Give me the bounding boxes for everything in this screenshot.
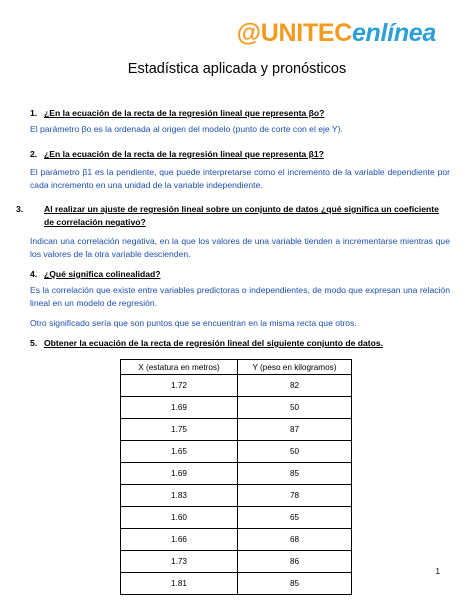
cell-x: 1.83	[121, 485, 238, 507]
table-row	[121, 419, 352, 441]
question-number: 1.	[30, 108, 38, 118]
table-row	[121, 573, 352, 595]
table-row	[121, 485, 352, 507]
logo-at: @	[236, 19, 261, 47]
question-number: 5.	[30, 338, 38, 348]
table-row	[121, 507, 352, 529]
data-table	[120, 359, 352, 595]
question-3	[16, 203, 448, 229]
cell-y: 82	[238, 375, 352, 397]
question-number: 2.	[30, 149, 38, 159]
cell-y: 85	[238, 573, 352, 595]
cell-y: 50	[238, 397, 352, 419]
logo-brand: UNITEC	[260, 19, 352, 47]
table-row	[121, 529, 352, 551]
question-1	[30, 107, 448, 120]
cell-y: 86	[238, 551, 352, 573]
question-text: ¿En la ecuación de la recta de la regresión lineal que representa β1?	[44, 149, 324, 159]
cell-y: 50	[238, 441, 352, 463]
table-row	[121, 551, 352, 573]
question-2	[30, 148, 448, 161]
question-4	[30, 268, 448, 281]
cell-y: 78	[238, 485, 352, 507]
cell-y: 68	[238, 529, 352, 551]
question-text: ¿En la ecuación de la recta de la regresión lineal que representa βo?	[44, 108, 325, 118]
table-row	[121, 375, 352, 397]
answer-3: Indican una correlación negativa, en la que los valores de una variable tienden a incrementarse mientras que los valores de la otra variable descienden.	[30, 236, 450, 260]
cell-y: 65	[238, 507, 352, 529]
question-text: ¿Qué significa colinealidad?	[44, 269, 161, 279]
answer-1: El parámetro βo es la ordenada al origen del modelo (punto de corte con el eje Y).	[30, 124, 343, 134]
cell-x: 1.69	[121, 397, 238, 419]
cell-x: 1.72	[121, 375, 238, 397]
question-5	[30, 337, 448, 350]
unitec-logo	[237, 18, 436, 48]
question-number: 3.	[16, 204, 24, 214]
cell-x: 1.73	[121, 551, 238, 573]
cell-x: 1.66	[121, 529, 238, 551]
cell-x: 1.75	[121, 419, 238, 441]
question-text: Obtener la ecuación de la recta de regresión lineal del siguiente conjunto de datos.	[44, 338, 384, 348]
cell-y: 87	[238, 419, 352, 441]
table-row	[121, 441, 352, 463]
answer-4: Es la correlación que existe entre variables predictoras o independientes, de modo que expresan una relación lineal en un modelo de regresión.	[30, 285, 450, 309]
cell-x: 1.65	[121, 441, 238, 463]
document-title: Estadística aplicada y pronósticos	[127, 61, 347, 77]
answer-2: El parámetro β1 es la pendiente, que puede interpretarse como el incremento de la variable dependiente por cada incremento en una unidad de la variable independiente.	[30, 167, 450, 191]
cell-x: 1.60	[121, 507, 238, 529]
question-text: Al realizar un ajuste de regresión lineal sobre un conjunto de datos ¿qué significa un coeficiente de correlación negativo?	[44, 204, 439, 227]
cell-x: 1.69	[121, 463, 238, 485]
question-number: 4.	[30, 269, 38, 279]
header-x: X (estatura en metros)	[121, 360, 238, 375]
table-header-row	[121, 360, 352, 375]
logo-suffix: enlínea	[351, 19, 436, 47]
answer-4-extra: Otro significado sería que son puntos que se encuentran en la misma recta que otros.	[30, 318, 357, 328]
cell-y: 85	[238, 463, 352, 485]
table-row	[121, 463, 352, 485]
cell-x: 1.81	[121, 573, 238, 595]
header-y: Y (peso en kilogramos)	[238, 360, 352, 375]
table-row	[121, 397, 352, 419]
page-number: 1	[435, 567, 440, 576]
